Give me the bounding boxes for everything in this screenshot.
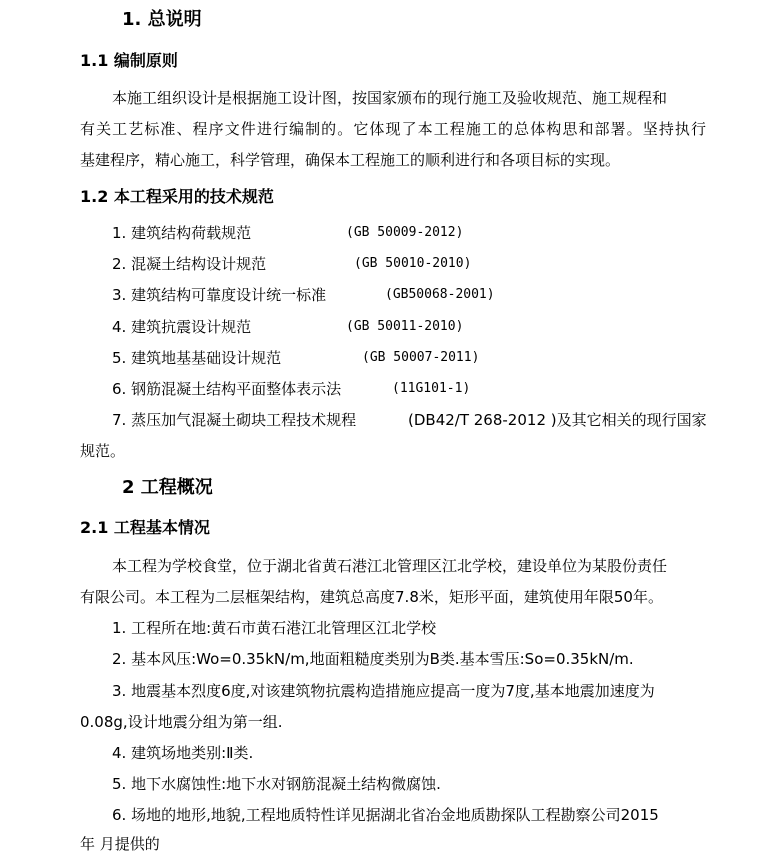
overview-item-5: 5. 地下水腐蚀性:地下水对钢筋混凝土结构微腐蚀. (112, 775, 441, 793)
section-2-heading: 2 工程概况 (122, 477, 213, 498)
standard-item-4 (112, 317, 251, 337)
standard-code: (GB50068-2001) (385, 287, 495, 302)
paragraph-line: 本工程为学校食堂，位于湖北省黄石港江北管理区江北学校，建设单位为某股份责任 (112, 557, 668, 575)
overview-item-4: 4. 建筑场地类别:Ⅱ类. (112, 744, 254, 762)
standard-item-3 (112, 285, 326, 305)
standard-item-5 (112, 348, 281, 368)
paragraph-line: 有限公司。本工程为二层框架结构，建筑总高度7.8米，矩形平面，建筑使用年限50年。 (80, 588, 663, 606)
section-2-1-heading: 2.1 工程基本情况 (80, 518, 210, 537)
standard-name: 建筑结构可靠度设计统一标准 (131, 286, 327, 304)
section-1-heading: 1. 总说明 (122, 9, 202, 30)
standard-item-7-continued: 规范。 (80, 442, 126, 460)
paragraph-line: 基建程序，精心施工，科学管理，确保本工程施工的顺利进行和各项目标的实现。 (80, 151, 621, 169)
item-number: 2. (112, 255, 127, 273)
standard-item-2 (112, 254, 266, 274)
paragraph-line: 有关工艺标准、程序文件进行编制的。它体现了本工程施工的总体构思和部署。坚持执行 (80, 120, 706, 138)
standard-name: 建筑地基基础设计规范 (131, 349, 282, 367)
item-number: 3. (112, 286, 127, 304)
standard-code: (GB 50009-2012) (346, 225, 464, 240)
overview-item-6-continued: 年 月提供的 (80, 835, 160, 853)
overview-item-6: 6. 场地的地形,地貌,工程地质特性详见据湖北省冶金地质勘探队工程勘察公司2015 (112, 806, 659, 824)
standard-code: (GB 50011-2010) (346, 319, 464, 334)
standard-item-6 (112, 379, 341, 399)
standard-code: (11G101-1) (392, 381, 471, 396)
overview-item-1: 1. 工程所在地:黄石市黄石港江北管理区江北学校 (112, 619, 437, 637)
standard-name: 建筑结构荷载规范 (131, 224, 252, 242)
item-number: 1. (112, 224, 127, 242)
standard-item-1 (112, 223, 251, 243)
item-number: 4. (112, 318, 127, 336)
standard-item-7: 7. 蒸压加气混凝土砌块工程技术规程 (112, 411, 357, 429)
overview-item-3-continued: 0.08g,设计地震分组为第一组. (80, 713, 283, 731)
standard-item-7-tail: (DB42/T 268-2012 )及其它相关的现行国家 (408, 411, 707, 429)
standard-code: (GB 50007-2011) (362, 350, 480, 365)
standard-name: 混凝土结构设计规范 (131, 255, 267, 273)
section-1-1-heading: 1.1 编制原则 (80, 51, 178, 70)
standard-name: 建筑抗震设计规范 (131, 318, 252, 336)
item-number: 6. (112, 380, 127, 398)
section-1-2-heading: 1.2 本工程采用的技术规范 (80, 187, 274, 206)
item-number: 5. (112, 349, 127, 367)
standard-code: (GB 50010-2010) (354, 256, 472, 271)
standard-name: 钢筋混凝土结构平面整体表示法 (131, 380, 342, 398)
overview-item-2: 2. 基本风压:Wo=0.35kN/m,地面粗糙度类别为B类.基本雪压:So=0.35kN/m. (112, 650, 634, 668)
overview-item-3: 3. 地震基本烈度6度,对该建筑物抗震构造措施应提高一度为7度,基本地震加速度为 (112, 682, 655, 700)
paragraph-line: 本施工组织设计是根据施工设计图，按国家颁布的现行施工及验收规范、施工规程和 (112, 89, 668, 107)
